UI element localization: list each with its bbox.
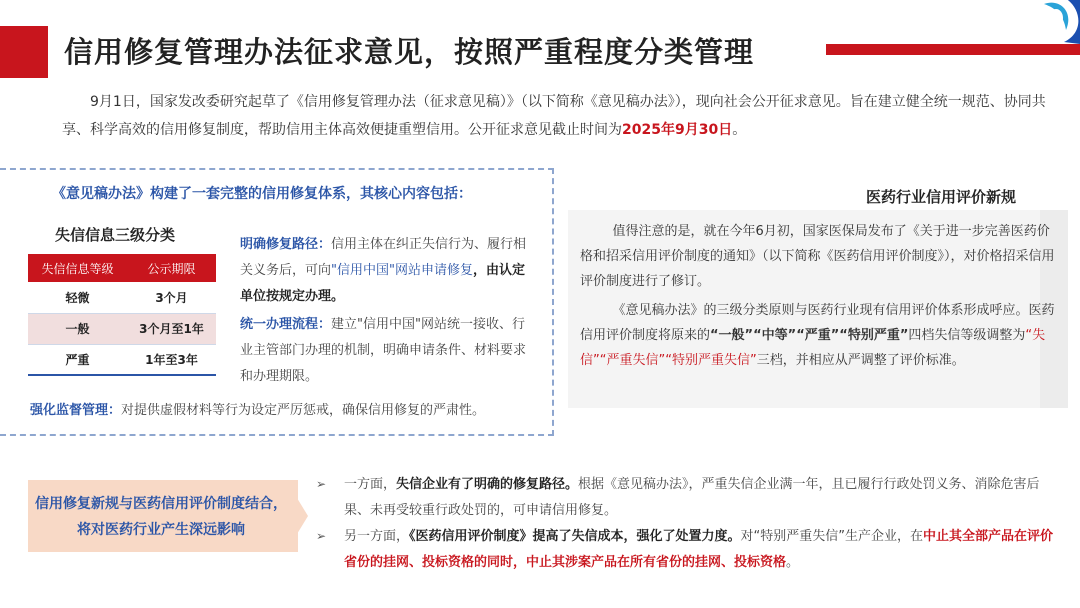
unified-process-label: 统一办理流程： [240, 317, 332, 332]
old-level: “特别严重” [839, 328, 909, 343]
deadline-date: 2025年9月30日 [622, 122, 733, 138]
table-header-level: 失信信息等级 [28, 254, 127, 282]
page-title: 信用修复管理办法征求意见，按照严重程度分类管理 [64, 35, 755, 69]
impact-p2-red: 中止其全部产品在评价省份的挂网、投标资格的同时，中止其涉案产品在所有省份的挂网、投标资格 [344, 529, 1054, 570]
tier-classification-table [28, 254, 216, 376]
title-accent-bar-right [826, 44, 1080, 55]
unified-process-text [240, 312, 536, 390]
table-row [28, 282, 216, 313]
unified-process-body: 建立"信用中国"网站统一接收、行业主管部门办理的机制，明确申请条件、材料要求和办理期限。 [240, 317, 527, 384]
impact-point-2 [344, 524, 1064, 576]
impact-p2-lead: 另一方面， [344, 529, 410, 544]
pharma-rules-paragraph-1: 值得注意的是，就在今年6月初，国家医保局发布了《关于进一步完善医药价格和招采信用评价制度的通知》（以下简称《医药信用评价制度》），对价格招采信用评价制度进行了修订。 [580, 224, 1055, 289]
impact-callout-text: 信用修复新规与医药信用评价制度结合，将对医药行业产生深远影响 [35, 496, 287, 538]
pharma-rules-paragraph-2 [580, 298, 1060, 373]
impact-p2-body: 对“特别严重失信”生产企业，在 [740, 529, 924, 544]
repair-path-text [240, 232, 536, 310]
intro-text: 9月1日，国家发改委研究起草了《信用修复管理办法（征求意见稿）》（以下简称《意见稿办法》），现向社会公开征求意见。旨在建立健全统一规范、协同共享、科学高效的信用修复制度，帮助信用主体高效便捷重塑信用。公开征求意见截止时间为 [62, 94, 1046, 138]
level-cell: 一般 [28, 313, 127, 344]
table-row [28, 313, 216, 344]
arrow-bullet-icon: ➢ [316, 477, 327, 491]
old-level: “一般” [710, 328, 754, 343]
impact-point-1 [344, 472, 1064, 524]
title-accent-bar-left [0, 26, 48, 78]
p2-intro: 《意见稿办法》的三级分类原则与医药行业现有信用评价体系形成呼应。医药信用评价制度将原来的 [580, 303, 1055, 343]
impact-p2-bold: 《医药信用评价制度》提高了失信成本，强化了处置力度。 [409, 529, 741, 544]
old-level: “中等” [753, 328, 797, 343]
impact-p1-body: 根据《意见稿办法》，严重失信企业满一年，且已履行行政处罚义务、消除危害后果、未再受较重行政处罚的，可申请信用修复。 [344, 477, 1040, 518]
supervision-text [30, 400, 550, 422]
supervision-body: 对提供虚假材料等行为设定严厉惩戒，确保信用修复的严肃性。 [121, 403, 486, 418]
level-cell: 严重 [28, 344, 127, 375]
p2-middle: 四档失信等级调整为 [908, 328, 1026, 343]
repair-path-end: ，由认定单位按规定办理。 [240, 263, 525, 304]
panel-heading: 《意见稿办法》构建了一套完整的信用修复体系，其核心内容包括： [52, 186, 472, 202]
impact-p1-bold: 失信企业有了明确的修复路径。 [396, 477, 579, 492]
level-cell: 轻微 [28, 282, 127, 313]
impact-p1-lead: 一方面， [344, 477, 397, 492]
impact-p2-end: 。 [786, 555, 800, 570]
p2-end: 三档，并相应从严调整了评价标准。 [756, 353, 965, 368]
table-header-period: 公示期限 [127, 254, 216, 282]
tier-classification-title: 失信信息三级分类 [55, 226, 176, 244]
credit-china-apply-text: "信用中国"网站申请修复 [331, 263, 473, 278]
period-cell: 3个月至1年 [127, 313, 216, 344]
new-level: “失信” [580, 328, 1046, 368]
pharma-rules-heading: 医药行业信用评价新规 [866, 188, 1017, 206]
table-row [28, 344, 216, 375]
arrow-bullet-icon: ➢ [316, 529, 327, 543]
intro-end: 。 [732, 122, 747, 138]
repair-path-label: 明确修复路径： [240, 237, 332, 252]
period-cell: 3个月 [127, 282, 216, 313]
intro-paragraph [62, 88, 1052, 144]
period-cell: 1年至3年 [127, 344, 216, 375]
new-level: “特别严重失信” [665, 353, 757, 368]
new-level: “严重失信” [599, 353, 666, 368]
supervision-label: 强化监督管理： [30, 403, 122, 418]
old-level: “严重” [796, 328, 840, 343]
repair-path-body: 信用主体在纠正失信行为、履行相关义务后，可向 [240, 237, 527, 278]
brand-logo-icon [1030, 0, 1080, 44]
